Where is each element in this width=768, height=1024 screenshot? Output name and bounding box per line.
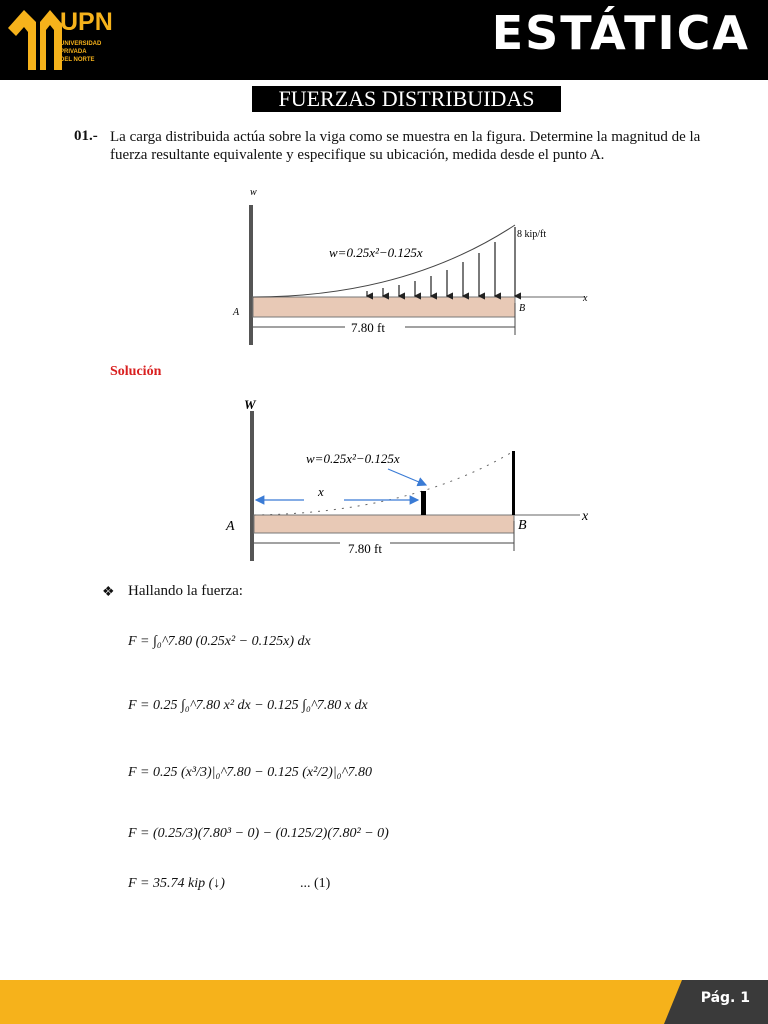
footer-bar: [0, 980, 768, 1024]
step-label: Hallando la fuerza:: [128, 583, 243, 599]
point-a-label-2: A: [226, 519, 235, 534]
axis-x-label-2: x: [582, 509, 589, 524]
equation-2: F = 0.25 ∫₀^7.80 x² dx − 0.125 ∫₀^7.80 x dx: [128, 698, 368, 713]
load-equation-2: w=0.25x²−0.125x: [306, 451, 400, 466]
load-arrows: [367, 227, 515, 296]
beam-2: [254, 515, 514, 533]
dim-x-label: x: [318, 484, 324, 499]
problem-statement: La carga distribuida actúa sobre la viga como se muestra en la figura. Determine la magnitud de la fuerza resultante equivalente y especifique su ubicación, medida desde el punto A.: [110, 129, 701, 163]
end-load-line: [512, 451, 515, 515]
page-number: Pág. 1: [700, 990, 750, 1006]
logo-sub-1: UNIVERSIDAD: [60, 41, 102, 47]
point-a-label: A: [233, 307, 240, 318]
bullet-icon: ❖: [102, 585, 115, 600]
axis-w-label: w: [250, 187, 257, 198]
logo-sub-3: DEL NORTE: [60, 57, 95, 63]
beam: [253, 297, 515, 317]
equation-4: F = (0.25/3)(7.80³ − 0) − (0.125/2)(7.80² − 0): [128, 826, 389, 841]
load-equation: w=0.25x²−0.125x: [329, 245, 423, 260]
element-strip: [421, 491, 426, 515]
beam-figure-1: [225, 185, 605, 350]
solution-heading: Solución: [110, 364, 162, 379]
equation-3: F = 0.25 (x³/3)|₀^7.80 − 0.125 (x²/2)|₀^7.80: [128, 765, 372, 780]
equation-pointer: [388, 469, 426, 485]
point-b-label-2: B: [518, 518, 527, 533]
beam-figure-2: [220, 395, 600, 565]
equation-1: F = ∫₀^7.80 (0.25x² − 0.125x) dx: [128, 634, 311, 649]
point-b-label: B: [519, 303, 526, 314]
length-label-2: 7.80 ft: [348, 541, 382, 556]
problem-number: 01.-: [74, 128, 98, 144]
axis-w-label-2: W: [244, 397, 256, 412]
wall-support: [249, 205, 253, 345]
header-bar: [0, 0, 768, 80]
topic-title: FUERZAS DISTRIBUIDAS: [252, 86, 561, 112]
load-curve: [253, 225, 515, 297]
length-label: 7.80 ft: [351, 320, 385, 335]
course-title: ESTÁTICA: [491, 6, 750, 60]
logo-sub-2: PRIVADA: [60, 49, 87, 55]
equation-ref: ... (1): [300, 876, 331, 891]
max-load-label: 8 kip/ft: [517, 229, 547, 240]
logo-subtitle: [60, 40, 120, 64]
equation-5: F = 35.74 kip (↓): [128, 876, 225, 891]
logo-text: UPN: [60, 8, 113, 36]
axis-x-label: x: [583, 293, 588, 304]
wall-support-2: [250, 411, 254, 561]
